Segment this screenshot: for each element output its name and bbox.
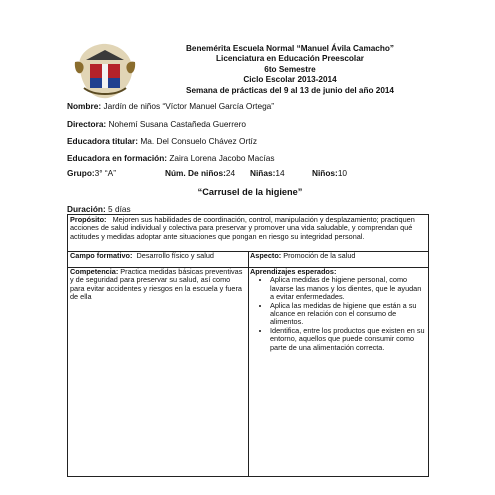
educadora-field	[67, 136, 257, 146]
proposito-cell	[68, 215, 428, 251]
ninos2-value: 10	[337, 168, 348, 178]
formacion-field	[67, 153, 275, 163]
proposito-label: Propósito:	[70, 215, 107, 224]
formacion-value: Zaira Lorena Jacobo Macías	[169, 153, 275, 163]
educadora-label: Educadora titular:	[67, 136, 138, 146]
grupo-value: 3° “A”	[94, 168, 116, 178]
ninas-value: 14	[275, 168, 285, 178]
formacion-label: Educadora en formación:	[67, 153, 168, 163]
school-name: Benemérita Escuela Normal “Manuel Ávila Camacho”	[186, 44, 394, 53]
ninos2-label: Niños:	[312, 168, 338, 178]
competencia-cell	[68, 267, 248, 303]
aprendizajes-label: Aprendizajes esperados:	[250, 267, 337, 276]
aprendizajes-list	[250, 276, 426, 352]
ninos-value: 24	[225, 168, 236, 178]
campo-value: Desarrollo físico y salud	[136, 251, 214, 260]
educadora-value: Ma. Del Consuelo Chávez Ortíz	[140, 136, 257, 146]
nombre-field	[67, 101, 274, 111]
directora-field	[67, 119, 246, 129]
directora-label: Directora:	[67, 119, 107, 129]
degree-name: Licenciatura en Educación Preescolar	[216, 54, 364, 64]
list-item: • Identifica, entre los productos que existen en su entorno, aquellos que puede consumir como parte de una alimentación correcta.	[270, 327, 426, 352]
document-header	[150, 44, 430, 96]
activity-title: “Carrusel de la higiene”	[197, 187, 303, 197]
ninas-label: Niñas:	[250, 168, 276, 178]
list-item: • Aplica las medidas de higiene que están a su alcance en relación con el consumo de alimentos.	[270, 302, 426, 327]
nombre-value: Jardín de niños “Víctor Manuel García Ortega”	[103, 101, 275, 111]
directora-value: Nohemí Susana Castañeda Guerrero	[108, 119, 246, 129]
practice-week: Semana de prácticas del 9 al 13 de junio del año 2014	[186, 85, 394, 95]
planning-table	[67, 214, 429, 477]
aprendizajes-cell	[248, 267, 428, 353]
duration-field	[67, 204, 131, 214]
nombre-label: Nombre:	[67, 101, 102, 111]
duration-value: 5 días	[108, 204, 131, 214]
grupo-label: Grupo:	[67, 168, 95, 178]
competencia-label: Competencia:	[70, 267, 119, 276]
semester: 6to Semestre	[264, 64, 316, 74]
competencia-text: Practica medidas básicas preventivas y de seguridad para preservar su salud, así como para evitar accidentes y riesgos en la escuela y fuera de ella	[70, 267, 243, 302]
school-crest-logo	[72, 40, 138, 102]
aspecto-value: Promoción de la salud	[283, 251, 356, 260]
school-cycle: Ciclo Escolar 2013-2014	[243, 75, 337, 85]
list-item: • Aplica medidas de higiene personal, como lavarse las manos y los dientes, que le ayudan a evitar enfermedades.	[270, 276, 426, 301]
ninos-label: Núm. De niños:	[165, 168, 226, 178]
proposito-text: Mejoren sus habilidades de coordinación, control, manipulación y desplazamiento; practiquen acciones de salud individual y colectiva para preservar y promover una vida saludable, y comprendan qué actitudes y medidas adoptar ante situaciones que pongan en riesgo su integridad personal.	[70, 215, 415, 241]
duration-label: Duración:	[67, 204, 106, 214]
aspecto-cell	[248, 251, 428, 267]
campo-label: Campo formativo:	[70, 251, 133, 260]
aspecto-label: Aspecto:	[250, 251, 282, 260]
campo-cell	[68, 251, 248, 267]
